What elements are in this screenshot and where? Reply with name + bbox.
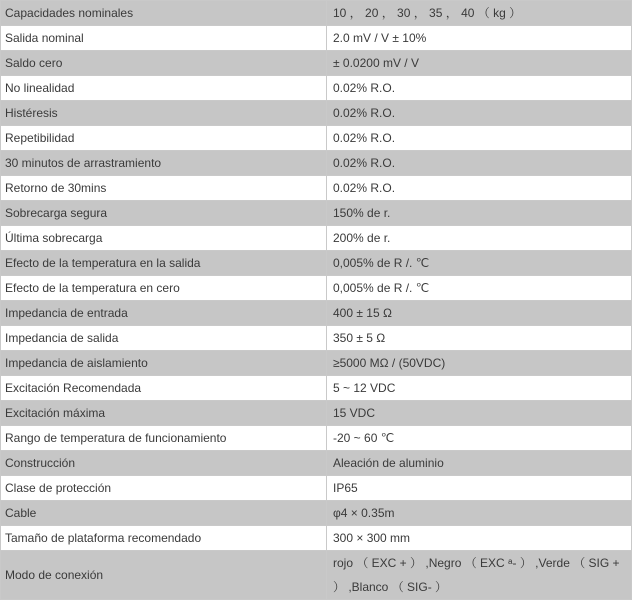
spec-label: No linealidad <box>1 76 327 101</box>
spec-value: φ4 × 0.35m <box>327 501 632 526</box>
table-row <box>1 251 632 276</box>
table-row <box>1 526 632 551</box>
spec-value: -20 ~ 60 ℃ <box>327 426 632 451</box>
table-row <box>1 476 632 501</box>
spec-value: 300 × 300 mm <box>327 526 632 551</box>
table-row <box>1 226 632 251</box>
spec-value: 150% de r. <box>327 201 632 226</box>
spec-value: 400 ± 15 Ω <box>327 301 632 326</box>
table-row <box>1 426 632 451</box>
spec-value: IP65 <box>327 476 632 501</box>
table-row <box>1 301 632 326</box>
spec-value: ± 0.0200 mV / V <box>327 51 632 76</box>
spec-label: Cable <box>1 501 327 526</box>
spec-label: Efecto de la temperatura en la salida <box>1 251 327 276</box>
table-row <box>1 501 632 526</box>
spec-label: Clase de protección <box>1 476 327 501</box>
spec-value: 0,005% de R /. ℃ <box>327 276 632 301</box>
table-row <box>1 351 632 376</box>
table-row <box>1 76 632 101</box>
spec-label: Rango de temperatura de funcionamiento <box>1 426 327 451</box>
table-row <box>1 1 632 26</box>
spec-label: Excitación Recomendada <box>1 376 327 401</box>
spec-value: rojo （ EXC + ） ,Negro （ EXC ᵃ- ） ,Verde （ SIG + ） ,Blanco （ SIG- ） <box>327 551 632 600</box>
spec-label: Histéresis <box>1 101 327 126</box>
spec-label: Construcción <box>1 451 327 476</box>
spec-label: Salida nominal <box>1 26 327 51</box>
table-row <box>1 326 632 351</box>
spec-value: 0.02% R.O. <box>327 176 632 201</box>
spec-value: 15 VDC <box>327 401 632 426</box>
spec-label: Excitación máxima <box>1 401 327 426</box>
spec-label: Repetibilidad <box>1 126 327 151</box>
spec-label: Tamaño de plataforma recomendado <box>1 526 327 551</box>
spec-label: 30 minutos de arrastramiento <box>1 151 327 176</box>
spec-value: 350 ± 5 Ω <box>327 326 632 351</box>
table-row <box>1 201 632 226</box>
spec-label: Saldo cero <box>1 51 327 76</box>
spec-label: Capacidades nominales <box>1 1 327 26</box>
spec-value: 0.02% R.O. <box>327 151 632 176</box>
table-row <box>1 26 632 51</box>
spec-value: 0.02% R.O. <box>327 126 632 151</box>
table-row <box>1 451 632 476</box>
spec-value: 2.0 mV / V ± 10% <box>327 26 632 51</box>
spec-label: Última sobrecarga <box>1 226 327 251</box>
table-row <box>1 101 632 126</box>
spec-value: 0,005% de R /. ℃ <box>327 251 632 276</box>
spec-value: Aleación de aluminio <box>327 451 632 476</box>
table-row <box>1 126 632 151</box>
table-row <box>1 376 632 401</box>
spec-value: ≥5000 MΩ / (50VDC) <box>327 351 632 376</box>
spec-label: Impedancia de entrada <box>1 301 327 326</box>
spec-label: Modo de conexión <box>1 551 327 600</box>
spec-label: Impedancia de aislamiento <box>1 351 327 376</box>
table-row <box>1 401 632 426</box>
table-row <box>1 551 632 600</box>
table-row <box>1 51 632 76</box>
spec-label: Retorno de 30mins <box>1 176 327 201</box>
table-row <box>1 151 632 176</box>
spec-label: Sobrecarga segura <box>1 201 327 226</box>
spec-value: 200% de r. <box>327 226 632 251</box>
spec-value: 5 ~ 12 VDC <box>327 376 632 401</box>
spec-value: 0.02% R.O. <box>327 101 632 126</box>
spec-value: 0.02% R.O. <box>327 76 632 101</box>
table-row <box>1 276 632 301</box>
spec-value: 10 ， 20 ， 30 ， 35 ， 40 （ kg ） <box>327 1 632 26</box>
table-row <box>1 176 632 201</box>
spec-label: Efecto de la temperatura en cero <box>1 276 327 301</box>
spec-label: Impedancia de salida <box>1 326 327 351</box>
